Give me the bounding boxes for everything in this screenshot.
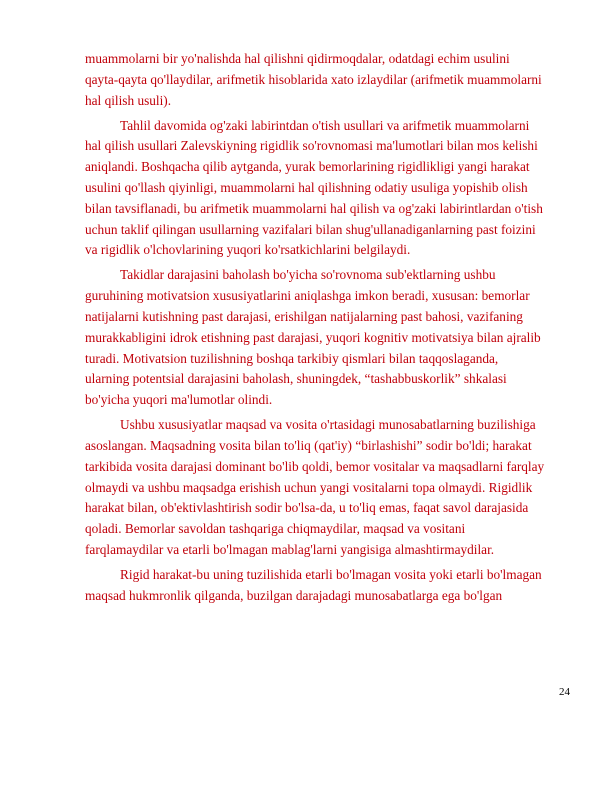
body-text bbox=[85, 49, 570, 611]
paragraph-1: muammolarni bir yo'nalishda hal qilishni qidirmoqdalar, odatdagi echim usulini qayta-qayta qo'llaydilar, arifmetik hisoblarida xato izlaydilar (arifmetik muammolarni hal qilish usuli). bbox=[85, 51, 542, 108]
paragraph-2: Tahlil davomida og'zaki labirintdan o'tish usullari va arifmetik muammolarni hal qilish usullari Zalevskiyning rigidlik so'rovnomasi ma'lumotlari bilan mos kelishi aniqlandi. Boshqacha qilib aytganda, yurak bemorlarining rigidlikligi yangi harakat usulini qo'llash qiyinligi, muammolarni hal qilishning odatiy usuliga yopishib olish bilan tavsiflanadi, bu arifmetik muammolarni hal qilish va og'zaki labirintlardan o'tish uchun taklif qilingan usullarning vazifalari bilan shug'ullanadiganlarning past foizini va rigidlik o'lchovlarining yuqori ko'rsatkichlarini belgilaydi. bbox=[85, 117, 543, 258]
paragraph-4: Ushbu xususiyatlar maqsad va vosita o'rtasidagi munosabatlarning buzilishiga asoslangan. Maqsadning vosita bilan to'liq (qat'iy) “birlashishi” sodir bo'ldi; harakat tarkibida vosita darajasi dominant bo'lib qoldi, bemor vositalar va maqsadlarni farqlay olmaydi va ushbu maqsadga erishish uchun yangi vositalarni topa olmaydi. Rigidlik harakat bilan, ob'ektivlashtirish sodir bo'lsa-da, u to'liq emas, faqat savol darajasida qoladi. Bemorlar savoldan tashqariga chiqmaydilar, maqsad va vositani farqlamaydilar va etarli bo'lmagan mablag'larni yangisiga almashtirmaydilar. bbox=[85, 417, 545, 557]
paragraph-5: Rigid harakat-bu uning tuzilishida etarli bo'lmagan vosita yoki etarli bo'lmagan maqsad hukmronlik qilganda, buzilgan darajadagi munosabatlarga ega bo'lgan bbox=[85, 566, 542, 603]
paragraph-3: Takidlar darajasini baholash bo'yicha so'rovnoma sub'ektlarning ushbu guruhining motivatsion xususiyatlarini aniqlashga imkon beradi, xususan: bemorlar natijalarni kutishning past darajasi, erishilgan natijalarning past bahosi, vazifaning murakkabligini idrok etishning past darajasi, yuqori kognitiv motivatsiya bilan ajralib turadi. Motivatsion tuzilishning boshqa tarkibiy qismlari bilan taqqoslaganda, ularning potentsial darajasini baholash, shuningdek, “tashabbuskorlik” shkalasi bo'yicha yuqori ma'lumotlar olindi. bbox=[85, 267, 541, 408]
page-number: 24 bbox=[559, 686, 570, 698]
